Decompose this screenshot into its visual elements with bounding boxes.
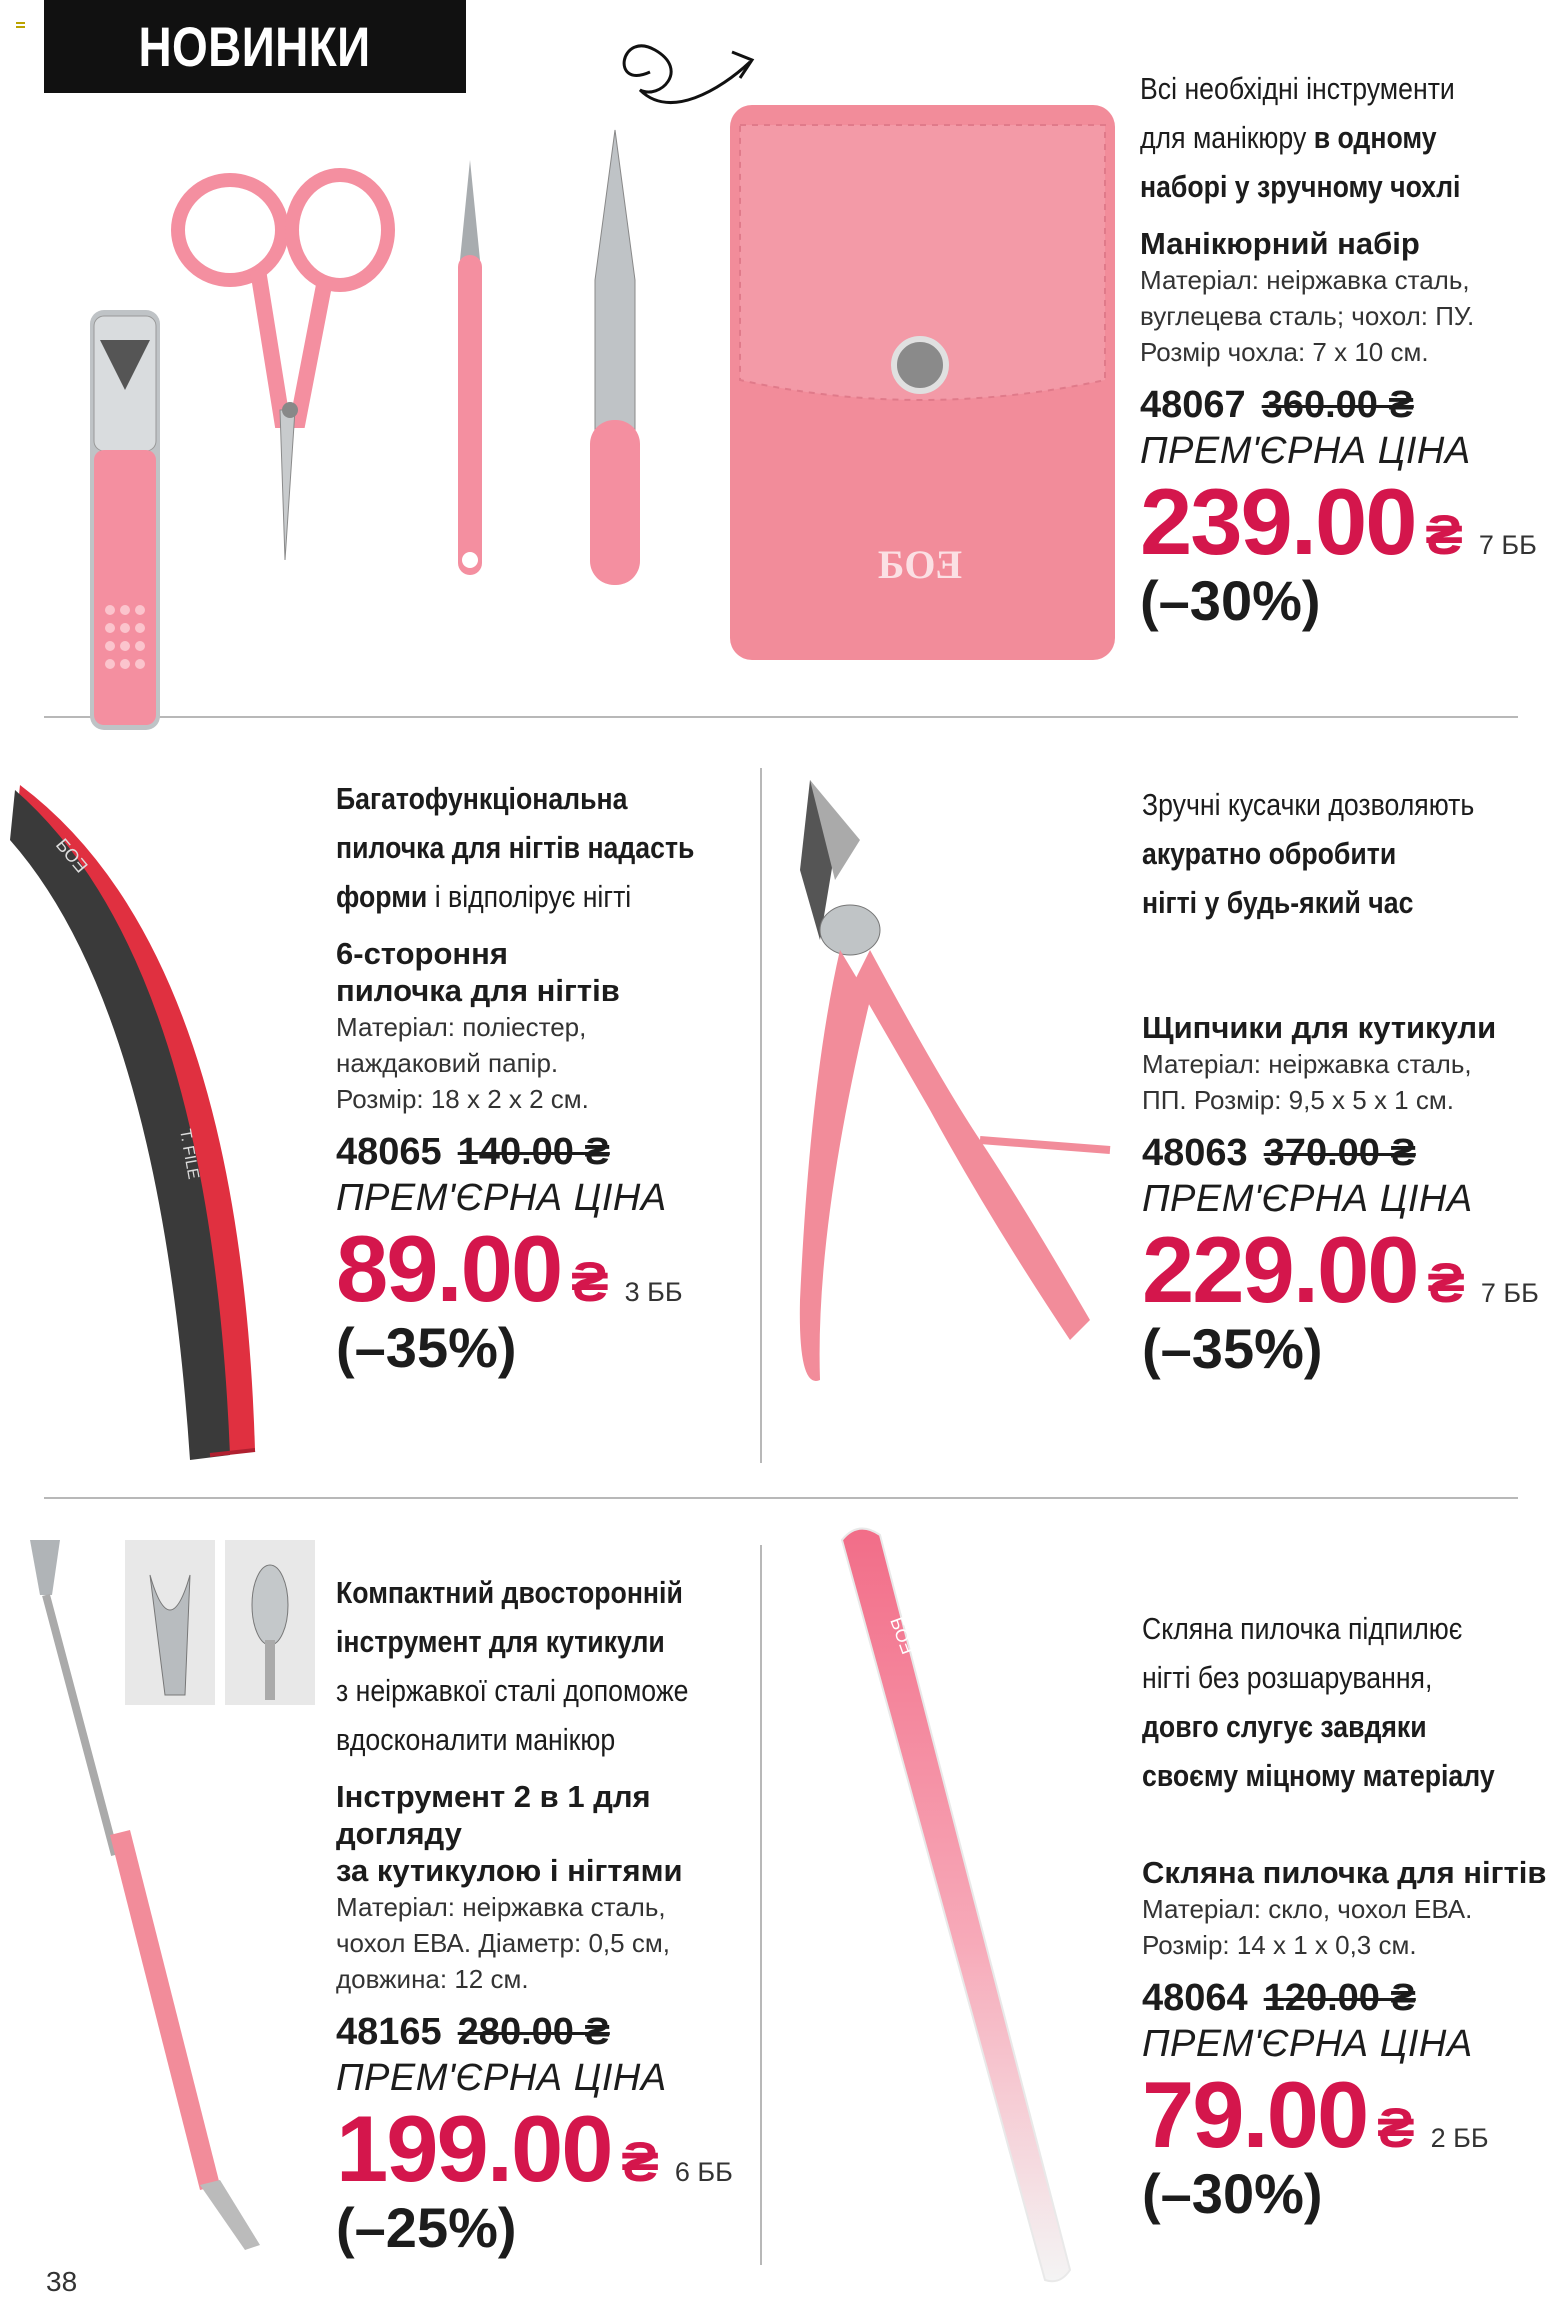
file-logo: ƂOƎ: [51, 834, 92, 877]
product-code: 48063: [1142, 1132, 1248, 1174]
price: 79.00: [1142, 2062, 1368, 2167]
premiere-label: ПРЕМ'ЄРНА ЦІНА: [1142, 2023, 1473, 2065]
section-divider: [44, 1497, 1518, 1499]
currency-sign: ₴: [621, 2130, 659, 2193]
product-name: 6-стороння пилочка для нігтів: [336, 936, 620, 1008]
headline-line: нігті без розшарування,: [1142, 1660, 1433, 1695]
price: 89.00: [336, 1216, 562, 1321]
column-divider: [760, 1545, 762, 2265]
product-description: Матеріал: неіржавка сталь, ПП. Розмір: 9,5 х 5 х 1 см.: [1142, 1049, 1472, 1115]
headline-bold: довго слугує завдяки: [1142, 1709, 1427, 1744]
product-name: Щипчики для кутикули: [1142, 1010, 1497, 1045]
glass-file-image: [830, 1520, 1090, 2290]
discount: (–25%): [336, 2196, 517, 2259]
bonus-points: 7 ББ: [1478, 530, 1537, 560]
price: 199.00: [336, 2096, 612, 2201]
price: 239.00: [1140, 469, 1416, 574]
discount: (–35%): [1142, 1317, 1323, 1380]
product-six-sided-file: [336, 774, 756, 1379]
headline-bold: нігті у будь-який час: [1142, 885, 1414, 920]
section-header-badge: [44, 0, 466, 93]
currency-sign: ₴: [1425, 503, 1463, 566]
bonus-points: 3 ББ: [624, 1277, 683, 1307]
headline-line: Зручні кусачки дозволяють: [1142, 787, 1475, 822]
product-cuticle-tool: [336, 1568, 756, 2259]
headline-bold: Компактний двосторонній: [336, 1575, 683, 1610]
product-description: Матеріал: поліестер, наждаковий папір. Розмір: 18 х 2 х 2 см.: [336, 1012, 589, 1114]
old-price: 280.00 ₴: [457, 2011, 610, 2053]
headline-bold: форми: [336, 879, 428, 914]
page-number: 38: [46, 2266, 78, 2297]
price: 229.00: [1142, 1217, 1418, 1322]
product-cuticle-nipper: [1142, 780, 1542, 1380]
premiere-label: ПРЕМ'ЄРНА ЦІНА: [1142, 1178, 1473, 1220]
headline-bold: Багатофункціональна: [336, 781, 628, 816]
product-manicure-set: [1140, 64, 1550, 632]
headline-line: для манікюру: [1140, 120, 1314, 155]
bonus-points: 6 ББ: [674, 2157, 733, 2187]
headline-bold: наборі у зручному чохлі: [1140, 169, 1461, 204]
column-divider: [760, 768, 762, 1463]
manicure-set-image: [40, 90, 1120, 670]
old-price: 370.00 ₴: [1263, 1132, 1416, 1174]
nail-clipper-icon: [90, 310, 160, 730]
headline-line: і відполірує нігті: [427, 879, 632, 914]
currency-sign: ₴: [1427, 1251, 1465, 1314]
headline-line: з неіржавкої сталі допоможе: [336, 1673, 689, 1708]
headline-bold: своєму міцному матеріалу: [1142, 1758, 1495, 1793]
headline-bold: в одному: [1313, 120, 1437, 155]
discount: (–30%): [1142, 2162, 1323, 2225]
headline-line: Скляна пилочка підпилює: [1142, 1611, 1463, 1646]
svg-text:ƂOƎ: ƂOƎ: [877, 542, 963, 587]
product-code: 48065: [336, 1131, 442, 1173]
old-price: 360.00 ₴: [1261, 384, 1414, 426]
discount: (–30%): [1140, 569, 1321, 632]
bonus-points: 7 ББ: [1480, 1278, 1539, 1308]
premiere-label: ПРЕМ'ЄРНА ЦІНА: [336, 1177, 667, 1219]
bonus-points: 2 ББ: [1430, 2123, 1489, 2153]
product-name: Скляна пилочка для нігтів: [1142, 1855, 1547, 1890]
currency-sign: ₴: [571, 1250, 609, 1313]
scissors-icon: [178, 175, 388, 560]
cuticle-tool-image: [20, 1535, 320, 2255]
old-price: 120.00 ₴: [1263, 1977, 1416, 2019]
headline-bold: пилочка для нігтів надасть: [336, 830, 695, 865]
product-code: 48165: [336, 2011, 442, 2053]
product-code: 48067: [1140, 384, 1246, 426]
product-description: Матеріал: неіржавка сталь, вуглецева сталь; чохол: ПУ. Розмір чохла: 7 х 10 см.: [1140, 265, 1475, 367]
product-description: Матеріал: неіржавка сталь, чохол ЕВА. Діаметр: 0,5 см, довжина: 12 см.: [336, 1892, 670, 1994]
cuticle-pusher-icon: [458, 160, 482, 575]
glass-file-logo: ƂOƎ: [886, 1614, 918, 1657]
headline-bold: інструмент для кутикули: [336, 1624, 665, 1659]
discount: (–35%): [336, 1316, 517, 1379]
premiere-label: ПРЕМ'ЄРНА ЦІНА: [1140, 430, 1471, 472]
cuticle-nipper-image: [780, 780, 1120, 1400]
nail-file-icon: [590, 130, 640, 585]
old-price: 140.00 ₴: [457, 1131, 610, 1173]
product-name: Манікюрний набір: [1140, 226, 1420, 261]
headline-bold: акуратно обробити: [1142, 836, 1397, 871]
product-glass-file: [1142, 1604, 1550, 2225]
product-code: 48064: [1142, 1977, 1248, 2019]
product-description: Матеріал: скло, чохол ЕВА. Розмір: 14 х 1 х 0,3 см.: [1142, 1894, 1473, 1960]
file-label: T. FILE: [176, 1127, 202, 1181]
headline-line: вдосконалити манікюр: [336, 1722, 616, 1757]
headline-line: Всі необхідні інструменти: [1140, 71, 1455, 106]
currency-sign: ₴: [1377, 2096, 1415, 2159]
section-divider: [44, 716, 1518, 718]
product-name: Інструмент 2 в 1 для догляду за кутикулою і нігтями: [336, 1779, 683, 1888]
corner-mark: [16, 22, 25, 28]
pouch-icon: [730, 105, 1115, 660]
six-sided-file-image: [0, 750, 310, 1470]
premiere-label: ПРЕМ'ЄРНА ЦІНА: [336, 2057, 667, 2099]
section-header-title: НОВИНКИ: [138, 15, 372, 78]
